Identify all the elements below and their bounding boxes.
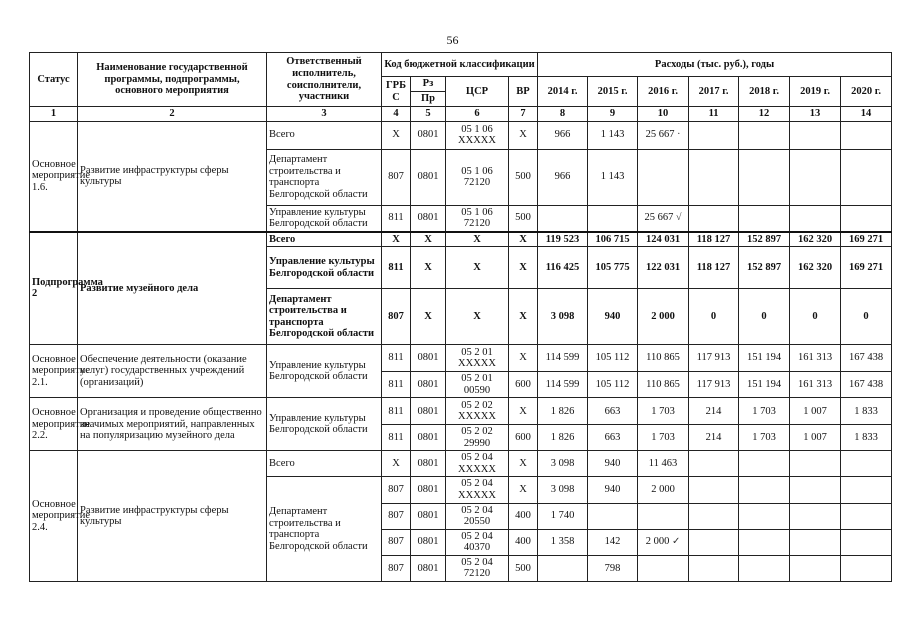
- csr-cell: 05 1 06 72120: [446, 205, 509, 232]
- responsible-cell: Управление культуры Белгородской области: [267, 205, 382, 232]
- vr-cell: Х: [509, 247, 538, 289]
- value-cell: 214: [689, 398, 739, 425]
- status-cell: Основное мероприятие 2.1.: [30, 345, 78, 398]
- grbs-cell: 811: [382, 398, 411, 425]
- vr-cell: 600: [509, 425, 538, 451]
- vr-cell: 500: [509, 149, 538, 205]
- csr-cell: 05 2 04 72120: [446, 555, 509, 581]
- value-cell: 152 897: [739, 247, 790, 289]
- value-cell: 124 031: [638, 232, 689, 247]
- responsible-cell: Управление культуры Белгородской области: [267, 398, 382, 451]
- value-cell: [841, 205, 892, 232]
- vr-cell: Х: [509, 345, 538, 372]
- rzpr-cell: 0801: [411, 372, 446, 398]
- rzpr-cell: Х: [411, 232, 446, 247]
- value-cell: [638, 529, 689, 555]
- col-num: 12: [739, 107, 790, 122]
- value-cell: [739, 121, 790, 149]
- rzpr-cell: 0801: [411, 529, 446, 555]
- grbs-cell: 807: [382, 555, 411, 581]
- table-row: [30, 451, 892, 477]
- csr-cell: 05 2 04 40370: [446, 529, 509, 555]
- csr-cell: 05 2 01 ХХХХХ: [446, 345, 509, 372]
- grbs-header: ГРБ С: [382, 77, 411, 107]
- grbs-cell: 807: [382, 289, 411, 345]
- budget-table: [29, 52, 892, 582]
- responsible-header: Ответственный исполнитель, соисполнители, участники: [267, 53, 382, 107]
- status-cell: Основное мероприятие 2.4.: [30, 451, 78, 581]
- value-cell: 151 194: [739, 372, 790, 398]
- csr-cell: 05 2 02 ХХХХХ: [446, 398, 509, 425]
- value-cell: 3 098: [538, 289, 588, 345]
- value-cell: [638, 121, 689, 149]
- responsible-cell: Департамент строительства и транспорта Белгородской области: [267, 149, 382, 205]
- value-cell: 1 826: [538, 425, 588, 451]
- value-cell: [739, 205, 790, 232]
- rzpr-cell: 0801: [411, 398, 446, 425]
- value-cell: [790, 149, 841, 205]
- value-cell: 663: [588, 425, 638, 451]
- value-cell: [588, 205, 638, 232]
- value-cell: 105 112: [588, 345, 638, 372]
- value-cell: 110 865: [638, 345, 689, 372]
- value-cell: 122 031: [638, 247, 689, 289]
- value-cell: [739, 529, 790, 555]
- value-cell: [790, 477, 841, 503]
- col-num: 5: [411, 107, 446, 122]
- table-row: [30, 345, 892, 372]
- year-2019-header: 2019 г.: [790, 77, 841, 107]
- grbs-cell: 807: [382, 149, 411, 205]
- value-cell: 1 703: [638, 425, 689, 451]
- value-cell: 105 775: [588, 247, 638, 289]
- responsible-cell: Управление культуры Белгородской области: [267, 345, 382, 398]
- value-cell: [689, 451, 739, 477]
- value-cell: 152 897: [739, 232, 790, 247]
- grbs-cell: Х: [382, 232, 411, 247]
- value-cell: 161 313: [790, 372, 841, 398]
- col-num: 10: [638, 107, 689, 122]
- status-header: Статус: [30, 53, 78, 107]
- value-cell: [841, 121, 892, 149]
- value-cell: [588, 503, 638, 529]
- value-cell: 105 112: [588, 372, 638, 398]
- value-cell: [790, 451, 841, 477]
- value-cell: [739, 149, 790, 205]
- value-cell: [638, 149, 689, 205]
- value-cell: 3 098: [538, 477, 588, 503]
- year-2014-header: 2014 г.: [538, 77, 588, 107]
- year-2015-header: 2015 г.: [588, 77, 638, 107]
- value-cell: [638, 503, 689, 529]
- value-cell: 110 865: [638, 372, 689, 398]
- checkmark: ✓: [671, 536, 681, 548]
- grbs-cell: 811: [382, 345, 411, 372]
- csr-cell: Х: [446, 289, 509, 345]
- grbs-cell: 811: [382, 372, 411, 398]
- vr-cell: Х: [509, 121, 538, 149]
- value-cell: [538, 205, 588, 232]
- csr-cell: 05 2 04 ХХХХХ: [446, 451, 509, 477]
- vr-cell: 600: [509, 372, 538, 398]
- col-num: 1: [30, 107, 78, 122]
- value-cell: 1 740: [538, 503, 588, 529]
- col-num: 3: [267, 107, 382, 122]
- value-cell: 1 143: [588, 149, 638, 205]
- value-cell: [538, 555, 588, 581]
- value-cell: 0: [739, 289, 790, 345]
- value-cell: 0: [841, 289, 892, 345]
- grbs-cell: 807: [382, 503, 411, 529]
- responsible-cell: Управление культуры Белгородской области: [267, 247, 382, 289]
- value-text: 2 000: [645, 536, 670, 548]
- vr-cell: Х: [509, 477, 538, 503]
- vr-header: ВР: [509, 77, 538, 107]
- value-cell: 3 098: [538, 451, 588, 477]
- csr-cell: 05 2 01 00590: [446, 372, 509, 398]
- rzpr-cell: 0801: [411, 121, 446, 149]
- value-cell: 1 826: [538, 398, 588, 425]
- value-cell: [689, 149, 739, 205]
- value-cell: 161 313: [790, 345, 841, 372]
- value-cell: 1 703: [739, 398, 790, 425]
- value-cell: [689, 529, 739, 555]
- value-cell: 169 271: [841, 232, 892, 247]
- value-cell: [638, 205, 689, 232]
- value-cell: 114 599: [538, 345, 588, 372]
- year-2020-header: 2020 г.: [841, 77, 892, 107]
- value-cell: 1 703: [638, 398, 689, 425]
- value-cell: 1 833: [841, 425, 892, 451]
- vr-cell: 500: [509, 205, 538, 232]
- col-num: 7: [509, 107, 538, 122]
- grbs-cell: 811: [382, 425, 411, 451]
- value-cell: [689, 477, 739, 503]
- responsible-cell: Всего: [267, 232, 382, 247]
- value-cell: [841, 149, 892, 205]
- grbs-cell: Х: [382, 451, 411, 477]
- rzpr-cell: 0801: [411, 345, 446, 372]
- vr-cell: 400: [509, 529, 538, 555]
- col-num: 11: [689, 107, 739, 122]
- budget-code-header: Код бюджетной классификации: [382, 53, 538, 77]
- vr-cell: Х: [509, 289, 538, 345]
- vr-cell: Х: [509, 232, 538, 247]
- value-cell: [638, 555, 689, 581]
- value-cell: [689, 503, 739, 529]
- value-cell: 151 194: [739, 345, 790, 372]
- rzpr-cell: 0801: [411, 205, 446, 232]
- rz-header: Рз: [411, 77, 446, 92]
- csr-cell: 05 2 04 20550: [446, 503, 509, 529]
- grbs-cell: 811: [382, 247, 411, 289]
- vr-cell: Х: [509, 398, 538, 425]
- rzpr-cell: Х: [411, 247, 446, 289]
- value-cell: 1 007: [790, 398, 841, 425]
- responsible-cell: Департамент строительства и транспорта Белгородской области: [267, 477, 382, 581]
- value-cell: [841, 477, 892, 503]
- value-cell: 106 715: [588, 232, 638, 247]
- value-cell: [689, 555, 739, 581]
- value-cell: 940: [588, 451, 638, 477]
- value-cell: 966: [538, 149, 588, 205]
- vr-cell: 400: [509, 503, 538, 529]
- value-cell: 118 127: [689, 232, 739, 247]
- value-cell: 167 438: [841, 372, 892, 398]
- value-cell: 162 320: [790, 232, 841, 247]
- value-cell: 1 703: [739, 425, 790, 451]
- page-number: 56: [446, 33, 459, 47]
- value-cell: 1 358: [538, 529, 588, 555]
- status-cell: Основное мероприятие 2.2.: [30, 398, 78, 451]
- rzpr-cell: 0801: [411, 451, 446, 477]
- value-cell: [841, 503, 892, 529]
- header-row: [30, 53, 892, 77]
- table-row: [30, 398, 892, 425]
- grbs-cell: Х: [382, 121, 411, 149]
- value-cell: 798: [588, 555, 638, 581]
- vr-cell: Х: [509, 451, 538, 477]
- grbs-cell: 811: [382, 205, 411, 232]
- responsible-cell: Всего: [267, 121, 382, 149]
- value-cell: 2 000: [638, 289, 689, 345]
- grbs-cell: 807: [382, 477, 411, 503]
- value-cell: [739, 503, 790, 529]
- year-2016-header: 2016 г.: [638, 77, 689, 107]
- value-cell: 162 320: [790, 247, 841, 289]
- csr-cell: 05 2 04 ХХХХХ: [446, 477, 509, 503]
- value-cell: [790, 121, 841, 149]
- grbs-cell: 807: [382, 529, 411, 555]
- pr-header: Пр: [411, 92, 446, 107]
- col-num: 14: [841, 107, 892, 122]
- responsible-cell: Департамент строительства и транспорта Белгородской области: [267, 289, 382, 345]
- value-cell: 1 007: [790, 425, 841, 451]
- year-2017-header: 2017 г.: [689, 77, 739, 107]
- value-cell: [689, 205, 739, 232]
- status-cell: Основное мероприятие 1.6.: [30, 121, 78, 232]
- value-cell: 2 000: [638, 477, 689, 503]
- mark: ·: [677, 129, 681, 141]
- value-cell: 0: [790, 289, 841, 345]
- name-cell: Развитие инфраструктуры сферы культуры: [78, 121, 267, 232]
- value-cell: [841, 451, 892, 477]
- value-cell: 940: [588, 477, 638, 503]
- table-row: [30, 232, 892, 247]
- value-cell: [841, 529, 892, 555]
- value-cell: 1 833: [841, 398, 892, 425]
- csr-cell: Х: [446, 232, 509, 247]
- csr-header: ЦСР: [446, 77, 509, 107]
- col-num: 4: [382, 107, 411, 122]
- table-row: [30, 121, 892, 149]
- vr-cell: 500: [509, 555, 538, 581]
- csr-cell: 05 1 06 ХХХХХ: [446, 121, 509, 149]
- value-cell: [739, 451, 790, 477]
- value-cell: 1 143: [588, 121, 638, 149]
- rzpr-cell: 0801: [411, 425, 446, 451]
- rzpr-cell: 0801: [411, 477, 446, 503]
- value-cell: 169 271: [841, 247, 892, 289]
- value-cell: 167 438: [841, 345, 892, 372]
- value-cell: 114 599: [538, 372, 588, 398]
- value-text: 25 667: [645, 129, 675, 141]
- rzpr-cell: Х: [411, 289, 446, 345]
- name-cell: Развитие инфраструктуры сферы культуры: [78, 451, 267, 581]
- value-cell: 0: [689, 289, 739, 345]
- status-cell: Подпрограмма 2: [30, 232, 78, 345]
- value-cell: 117 913: [689, 372, 739, 398]
- col-num: 8: [538, 107, 588, 122]
- value-cell: [790, 205, 841, 232]
- value-cell: 116 425: [538, 247, 588, 289]
- rzpr-cell: 0801: [411, 149, 446, 205]
- value-cell: [790, 503, 841, 529]
- value-cell: [689, 121, 739, 149]
- value-cell: [841, 555, 892, 581]
- value-cell: 118 127: [689, 247, 739, 289]
- value-cell: 966: [538, 121, 588, 149]
- expenses-header: Расходы (тыс. руб.), годы: [538, 53, 892, 77]
- csr-cell: Х: [446, 247, 509, 289]
- csr-cell: 05 2 02 29990: [446, 425, 509, 451]
- value-cell: 11 463: [638, 451, 689, 477]
- csr-cell: 05 1 06 72120: [446, 149, 509, 205]
- col-num: 2: [78, 107, 267, 122]
- name-cell: Организация и проведение общественно значимых мероприятий, направленных на популяризацию музейного дела: [78, 398, 267, 451]
- col-num: 9: [588, 107, 638, 122]
- value-cell: 214: [689, 425, 739, 451]
- responsible-cell: Всего: [267, 451, 382, 477]
- rzpr-cell: 0801: [411, 555, 446, 581]
- value-text: 25 667: [644, 212, 674, 224]
- name-cell: Обеспечение деятельности (оказание услуг) государственных учреждений (организаций): [78, 345, 267, 398]
- column-number-row: [30, 107, 892, 122]
- col-num: 13: [790, 107, 841, 122]
- value-cell: [790, 529, 841, 555]
- name-header: Наименование государственной программы, подпрограммы, основного мероприятия: [78, 53, 267, 107]
- name-cell: Развитие музейного дела: [78, 232, 267, 345]
- value-cell: [790, 555, 841, 581]
- value-cell: [739, 477, 790, 503]
- col-num: 6: [446, 107, 509, 122]
- year-2018-header: 2018 г.: [739, 77, 790, 107]
- value-cell: 117 913: [689, 345, 739, 372]
- value-cell: [739, 555, 790, 581]
- value-cell: 142: [588, 529, 638, 555]
- value-cell: 119 523: [538, 232, 588, 247]
- checkmark: √: [676, 212, 682, 224]
- value-cell: 940: [588, 289, 638, 345]
- rzpr-cell: 0801: [411, 503, 446, 529]
- value-cell: 663: [588, 398, 638, 425]
